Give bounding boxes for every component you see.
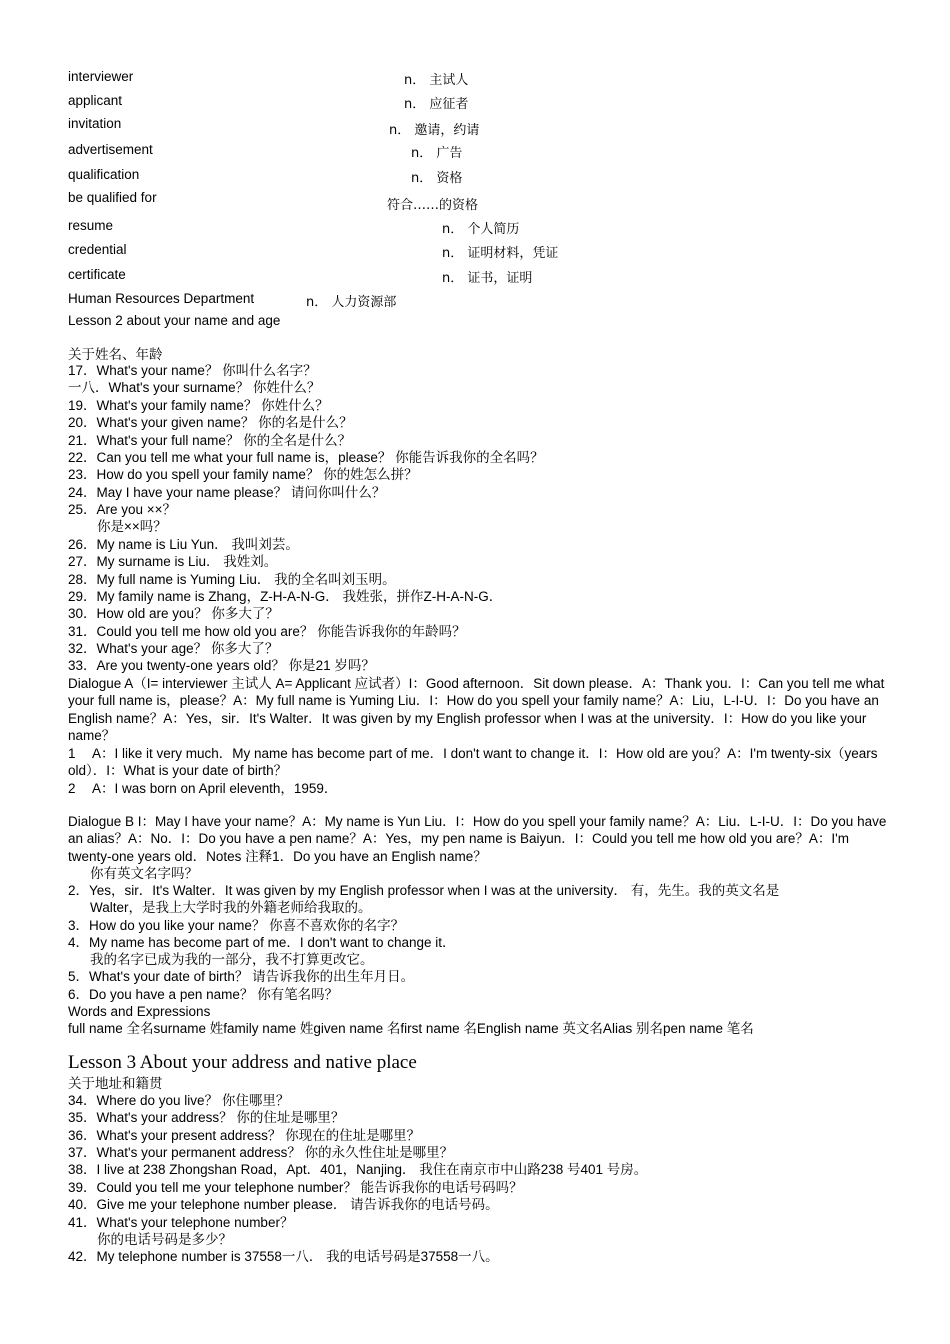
phrase-translation: 你的电话号码是多少？: [97, 1232, 232, 1247]
note-translation: 我的名字已成为我的一部分，我不打算更改它。: [90, 952, 374, 967]
vocab-row: [68, 93, 888, 113]
phrase-item: 29．My family name is Zhang，Z-H-A-N-G． 我姓张，拼作Z-H-A-N-G．: [68, 589, 503, 604]
words-line: full name 全名surname 姓family name 姓given name 名first name 名English name 英文名Alias 别名pen name 笔名: [68, 1021, 754, 1036]
lesson3-title: Lesson 3 About your address and native place: [68, 1052, 417, 1073]
phrase-item: 39．Could you tell me your telephone number？ 能告诉我你的电话号码吗？: [68, 1180, 523, 1195]
phrase-item: 17．What's your name？ 你叫什么名字？: [68, 363, 317, 378]
phrase-item: 35．What's your address？ 你的住址是哪里？: [68, 1110, 345, 1125]
words-title: Words and Expressions: [68, 1004, 211, 1019]
phrase-item: 25．Are you ××？: [68, 502, 177, 517]
vocab-term: qualification: [68, 167, 140, 182]
vocab-row: [68, 242, 888, 262]
phrase-item: 41．What's your telephone number？: [68, 1215, 294, 1230]
phrase-item: 31．Could you tell me how old you are？ 你能告诉我你的年龄吗？: [68, 624, 466, 639]
vocab-row: [68, 267, 888, 287]
phrase-item: 32．What's your age？ 你多大了？: [68, 641, 279, 656]
vocab-definition: n． 邀请，约请: [389, 123, 480, 138]
lesson2-subtitle: 关于姓名、年龄: [68, 347, 163, 362]
vocab-definition: n． 应征者: [404, 97, 469, 112]
phrase-item: 34．Where do you live？ 你住哪里？: [68, 1093, 290, 1108]
phrase-item: 22．Can you tell me what your full name is，please？ 你能告诉我你的全名吗？: [68, 450, 544, 465]
note-item: 4．My name has become part of me．I don't want to change it．: [68, 935, 456, 950]
phrase-item: 26．My name is Liu Yun． 我叫刘芸。: [68, 537, 299, 552]
vocab-definition: n． 人力资源部: [306, 295, 397, 310]
vocab-term: credential: [68, 242, 127, 257]
vocab-term: be qualified for: [68, 190, 157, 205]
phrase-translation: 你是××吗？: [97, 519, 167, 534]
vocab-row: [68, 69, 888, 89]
phrase-item: 30．How old are you？ 你多大了？: [68, 606, 279, 621]
phrase-item: 20．What's your given name？ 你的名是什么？: [68, 415, 353, 430]
lesson3-subtitle: 关于地址和籍贯: [68, 1076, 163, 1091]
vocab-definition: n． 个人简历: [442, 222, 520, 237]
vocab-definition: 符合……的资格: [387, 198, 479, 213]
vocab-term: advertisement: [68, 142, 153, 157]
vocab-definition: n． 证明材料，凭证: [442, 246, 559, 261]
note-item: 5．What's your date of birth？ 请告诉我你的出生年月日。: [68, 969, 415, 984]
vocab-term: interviewer: [68, 69, 134, 84]
phrase-item: 一八．What's your surname？ 你姓什么？: [68, 380, 321, 395]
vocab-row: [68, 190, 888, 213]
lesson2-title: Lesson 2 about your name and age: [68, 313, 281, 328]
phrase-item: 38．I live at 238 Zhongshan Road，Apt．401，Nanjing． 我住在南京市中山路238 号401 号房。: [68, 1162, 648, 1177]
phrase-item: 21．What's your full name？ 你的全名是什么？: [68, 433, 352, 448]
vocab-row: [68, 167, 888, 187]
vocab-definition: n． 主试人: [404, 73, 469, 88]
dialogue-a: Dialogue A（I= interviewer 主试人 A= Applicant 应试者）I：Good afternoon．Sit down please．A：Thank you．I：Can you tell me what your full name is，please？A：My full name is Yuming Liu．I：How do you spell your family name？A：Liu，L-I-U．I：Do you have an English name？A：Yes，sir．It's Walter．It was given by my English professor when I was at the university．I：How do you like your name？: [68, 676, 885, 743]
note-continuation: Walter，是我上大学时我的外籍老师给我取的。: [90, 900, 372, 915]
vocab-term: applicant: [68, 93, 123, 108]
vocab-definition: n． 证书，证明: [442, 271, 533, 286]
vocab-row: [68, 218, 888, 238]
phrase-item: 42．My telephone number is 37558一八． 我的电话号码是37558一八。: [68, 1249, 499, 1264]
vocab-term: resume: [68, 218, 114, 233]
phrase-item: 28．My full name is Yuming Liu． 我的全名叫刘玉明。: [68, 572, 396, 587]
vocab-row: [68, 142, 888, 162]
phrase-item: 37．What's your permanent address？ 你的永久性住址是哪里？: [68, 1145, 454, 1160]
note-item: 6．Do you have a pen name？ 你有笔名吗？: [68, 987, 339, 1002]
phrase-item: 33．Are you twenty-one years old？ 你是21 岁吗？: [68, 658, 375, 673]
vocab-term: Human Resources Department: [68, 291, 255, 306]
dialogue-a-part-1: 1 A：I like it very much．My name has become part of me．I don't want to change it．I：How old are you？A：I'm twenty-six（years old）．I：What is your date of birth？: [68, 746, 878, 779]
vocab-definition: n． 资格: [411, 171, 463, 186]
vocab-term: invitation: [68, 116, 122, 131]
vocab-row: [68, 116, 888, 136]
phrase-item: 27．My surname is Liu． 我姓刘。: [68, 554, 278, 569]
phrase-item: 19．What's your family name？ 你姓什么？: [68, 398, 329, 413]
note-translation: 你有英文名字吗？: [90, 866, 198, 881]
dialogue-a-part-2: 2 A：I was born on April eleventh，1959．: [68, 781, 338, 796]
vocab-definition: n． 广告: [411, 146, 463, 161]
phrase-item: 24．May I have your name please？ 请问你叫什么？: [68, 485, 386, 500]
phrase-item: 23．How do you spell your family name？ 你的姓怎么拼？: [68, 467, 418, 482]
note-item: 3．How do you like your name？ 你喜不喜欢你的名字？: [68, 918, 405, 933]
phrase-item: 40．Give me your telephone number please． 请告诉我你的电话号码。: [68, 1197, 499, 1212]
vocab-term: certificate: [68, 267, 126, 282]
note-item: 2．Yes，sir．It's Walter．It was given by my English professor when I was at the university． 有，先生。我的英文名是: [68, 883, 780, 898]
vocab-row: [68, 291, 888, 311]
dialogue-b: Dialogue B I：May I have your name？A：My name is Yun Liu．I：How do you spell your family name？A：Liu．L-I-U．I：Do you have an alias？A：No．I：Do you have a pen name？A：Yes，my pen name is Baiyun．I：Could you tell me how old you are？A：I'm twenty-one years old．Notes 注释1．Do you have an English name？: [68, 814, 887, 864]
phrase-item: 36．What's your present address？ 你现在的住址是哪里？: [68, 1128, 421, 1143]
